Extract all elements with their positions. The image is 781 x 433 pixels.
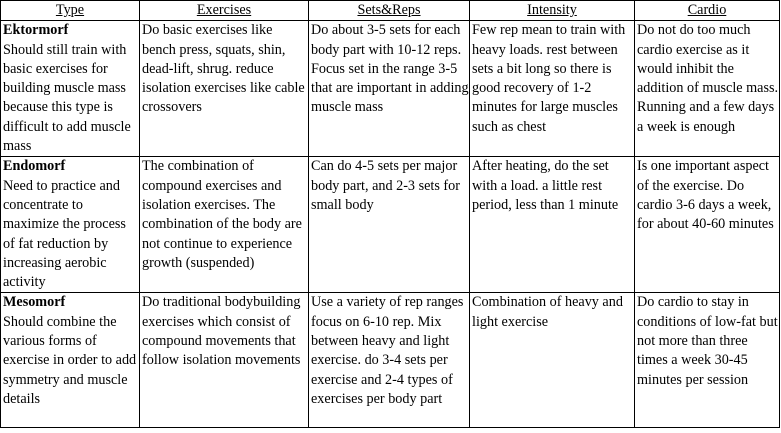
header-intensity: Intensity [470, 1, 635, 21]
table-row [1, 293, 780, 428]
exercises-cell: Do basic exercises like bench press, squats, shin, dead-lift, shrug. reduce isolation exercises like cable crossovers [140, 21, 309, 157]
header-cardio: Cardio [635, 1, 780, 21]
header-row [1, 1, 780, 21]
intensity-cell: Combination of heavy and light exercise [470, 293, 635, 428]
table-row [1, 157, 780, 293]
sets-reps-cell: Can do 4-5 sets per major body part, and 2-3 sets for small body [309, 157, 470, 293]
exercises-cell: Do traditional bodybuilding exercises which consist of compound movements that follow isolation movements [140, 293, 309, 428]
header-type: Type [1, 1, 140, 21]
body-type-description: Should still train with basic exercises for building muscle mass because this type is difficult to add muscle mass [3, 41, 131, 155]
type-cell [1, 157, 140, 293]
cardio-cell: Do not do too much cardio exercise as it would inhibit the addition of muscle mass. Running and a few days a week is enough [635, 21, 780, 157]
body-type-description: Need to practice and concentrate to maximize the process of fat reduction by increasing aerobic activity [3, 177, 126, 291]
body-type-name: Mesomorf [3, 294, 66, 311]
header-sets-reps: Sets&Reps [309, 1, 470, 21]
type-cell [1, 21, 140, 157]
sets-reps-cell: Do about 3-5 sets for each body part with 10-12 reps. Focus set in the range 3-5 that are important in adding muscle mass [309, 21, 470, 157]
type-cell [1, 293, 140, 428]
body-type-name: Endomorf [3, 158, 66, 175]
body-type-name: Ektormorf [3, 22, 69, 39]
cardio-cell: Do cardio to stay in conditions of low-fat but not more than three times a week 30-45 minutes per session [635, 293, 780, 428]
intensity-cell: Few rep mean to train with heavy loads. rest between sets a bit long so there is good recovery of 1-2 minutes for large muscles such as chest [470, 21, 635, 157]
body-type-description: Should combine the various forms of exercise in order to add symmetry and muscle details [3, 313, 137, 407]
cardio-cell: Is one important aspect of the exercise. Do cardio 3-6 days a week, for about 40-60 minutes [635, 157, 780, 293]
exercises-cell: The combination of compound exercises and isolation exercises. The combination of the body are not continue to experience growth (suspended) [140, 157, 309, 293]
header-exercises: Exercises [140, 1, 309, 21]
sets-reps-cell: Use a variety of rep ranges focus on 6-10 rep. Mix between heavy and light exercise. do 3-4 sets per exercise and 2-4 types of exercises per body part [309, 293, 470, 428]
table-row [1, 21, 780, 157]
intensity-cell: After heating, do the set with a load. a little rest period, less than 1 minute [470, 157, 635, 293]
